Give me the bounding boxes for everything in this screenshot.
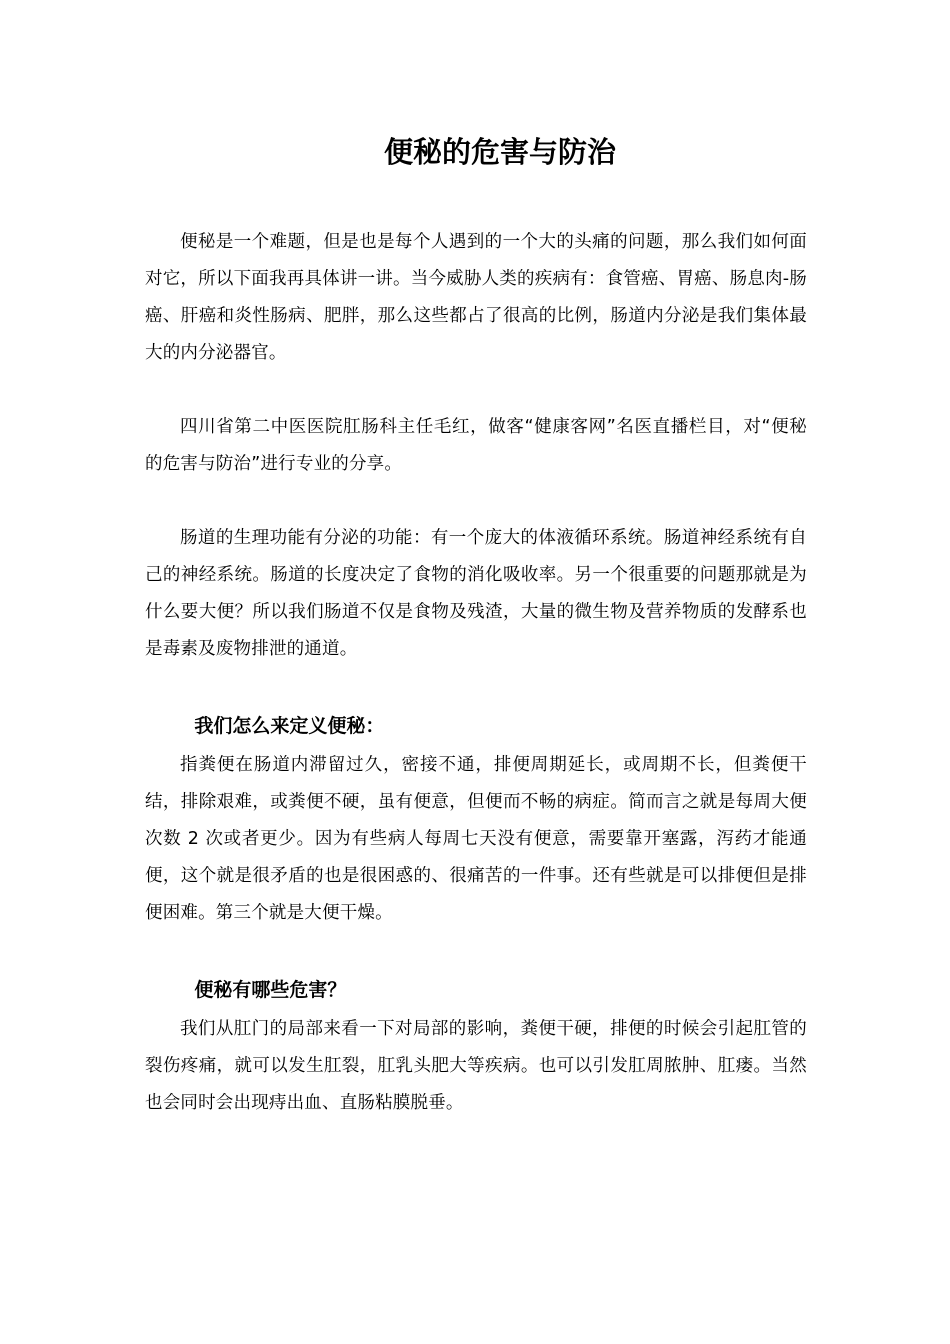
intestine-function-paragraph: 肠道的生理功能有分泌的功能：有一个庞大的体液循环系统。肠道神经系统有自己的神经系统。肠道的长度决定了食物的消化吸收率。另一个很重要的问题那就是为什么要大便？所以我们肠道不仅是食物及残渣，大量的微生物及营养物质的发酵系也是毒素及废物排泄的通道。 — [145, 528, 807, 659]
document-body — [145, 224, 807, 1122]
harm-paragraph: 我们从肛门的局部来看一下对局部的影响，粪便干硬，排便的时候会引起肛管的裂伤疼痛，就可以发生肛裂，肛乳头肥大等疾病。也可以引发肛周脓肿、肛瘘。当然也会同时会出现痔出血、直肠粘膜脱垂。 — [145, 1019, 807, 1113]
harm-heading: 便秘有哪些危害？ — [194, 979, 347, 1001]
definition-heading: 我们怎么来定义便秘： — [194, 715, 385, 737]
paragraph-spacer — [145, 932, 807, 969]
paragraph-spacer — [145, 668, 807, 705]
intro-paragraph: 便秘是一个难题，但是也是每个人遇到的一个大的头痛的问题，那么我们如何面对它，所以下面我再具体讲一讲。当今威胁人类的疾病有：食管癌、胃癌、肠息肉-肠癌、肝癌和炎性肠病、肥胖，那么这些都占了很高的比例，肠道内分泌是我们集体最大的内分泌器官。 — [145, 232, 807, 363]
guest-paragraph: 四川省第二中医医院肛肠科主任毛红，做客“健康客网”名医直播栏目，对“便秘的危害与防治”进行专业的分享。 — [145, 417, 807, 474]
paragraph-spacer — [145, 372, 807, 409]
document-title: 便秘的危害与防治 — [383, 135, 616, 169]
paragraph-spacer — [145, 483, 807, 520]
definition-paragraph: 指粪便在肠道内滞留过久，密接不通，排便周期延长，或周期不长，但粪便干结，排除艰难，或粪便不硬，虽有便意，但便而不畅的病症。简而言之就是每周大便次数 2 次或者更少。因为有些病人每周七天没有便意，需要靠开塞露，泻药才能通便，这个就是很矛盾的也是很困惑的、很痛苦的一件事。还有些就是可以排便但是排便困难。第三个就是大便干燥。 — [145, 755, 807, 923]
